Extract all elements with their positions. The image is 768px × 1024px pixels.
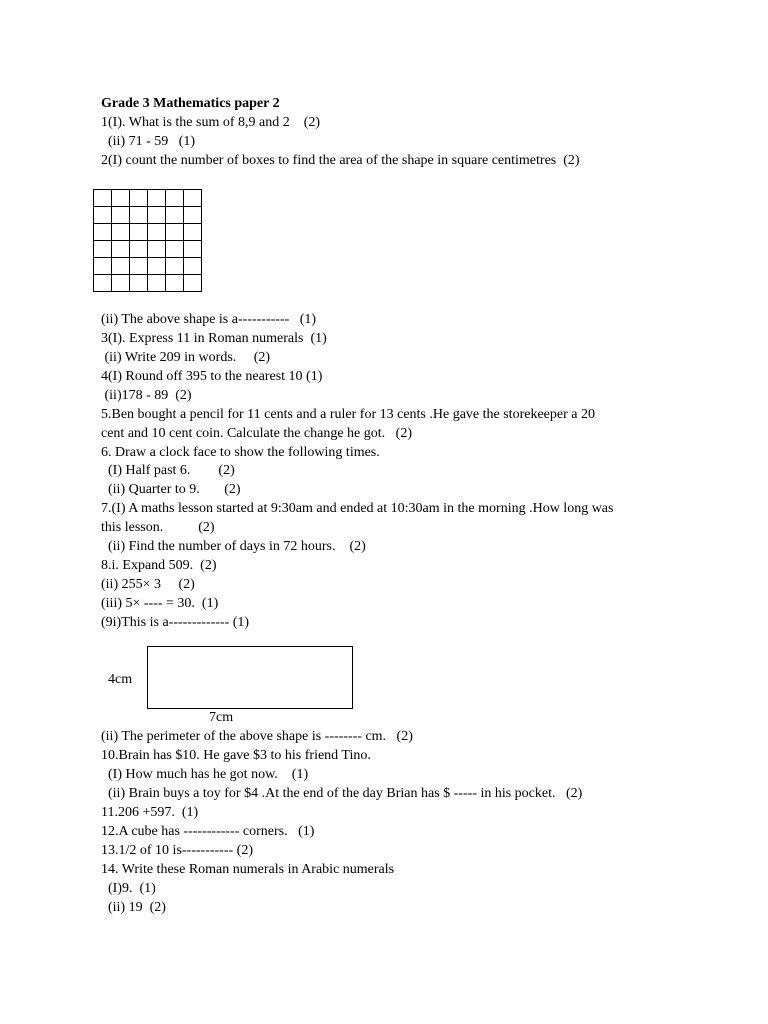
grid-cell <box>112 207 130 224</box>
grid-cell <box>130 207 148 224</box>
grid-cell <box>148 207 166 224</box>
grid-cell <box>130 258 148 275</box>
grid-cell <box>184 190 202 207</box>
grid-cell <box>112 258 130 275</box>
q9-part2: (ii) The perimeter of the above shape is -------- cm. (2) <box>101 729 413 744</box>
q3-part2: (ii) Write 209 in words. (2) <box>101 350 271 365</box>
q12: 12.A cube has ------------ corners. (1) <box>101 824 315 839</box>
grid-cell <box>94 190 112 207</box>
grid-cell <box>184 224 202 241</box>
q5-line2: cent and 10 cent coin. Calculate the change he got. (2) <box>101 426 412 441</box>
q14-part1: (I)9. (1) <box>101 881 156 896</box>
grid-cell <box>94 275 112 292</box>
grid-cell <box>148 224 166 241</box>
grid-cell <box>148 258 166 275</box>
q8-part3: (iii) 5× ---- = 30. (1) <box>101 596 219 611</box>
q13: 13.1/2 of 10 is----------- (2) <box>101 843 253 858</box>
q1-part1: 1(I). What is the sum of 8,9 and 2 (2) <box>101 115 321 130</box>
grid-cell <box>94 224 112 241</box>
q2-part1: 2(I) count the number of boxes to find the area of the shape in square centimetres (2) <box>101 153 580 168</box>
q3-part1: 3(I). Express 11 in Roman numerals (1) <box>101 331 327 346</box>
q6-intro: 6. Draw a clock face to show the following times. <box>101 445 380 460</box>
q14-part2: (ii) 19 (2) <box>101 900 166 915</box>
area-grid-shape <box>93 189 202 292</box>
rectangle-shape <box>147 646 353 709</box>
grid-cell <box>148 275 166 292</box>
grid-cell <box>166 275 184 292</box>
q4-part2: (ii)178 - 89 (2) <box>101 388 192 403</box>
grid-cell <box>184 275 202 292</box>
grid-cell <box>112 224 130 241</box>
q14-intro: 14. Write these Roman numerals in Arabic numerals <box>101 862 395 877</box>
grid-cell <box>94 258 112 275</box>
grid-cell <box>166 224 184 241</box>
q10-part2: (ii) Brain buys a toy for $4 .At the end of the day Brian has $ ----- in his pocket. (2) <box>101 786 583 801</box>
grid-cell <box>184 241 202 258</box>
q10-intro: 10.Brain has $10. He gave $3 to his friend Tino. <box>101 748 371 763</box>
q4-part1: 4(I) Round off 395 to the nearest 10 (1) <box>101 369 323 384</box>
rectangle-width-label: 7cm <box>209 710 234 725</box>
grid-cell <box>94 241 112 258</box>
q8-part1: 8.i. Expand 509. (2) <box>101 558 217 573</box>
q2-part2: (ii) The above shape is a----------- (1) <box>101 312 317 327</box>
q6-part2: (ii) Quarter to 9. (2) <box>101 482 241 497</box>
grid-cell <box>130 275 148 292</box>
q7-line2: this lesson. (2) <box>101 520 215 535</box>
grid-cell <box>130 190 148 207</box>
grid-cell <box>148 190 166 207</box>
grid-cell <box>184 207 202 224</box>
grid-cell <box>94 207 112 224</box>
q5-line1: 5.Ben bought a pencil for 11 cents and a ruler for 13 cents .He gave the storekeeper a 20 <box>101 407 595 422</box>
grid-cell <box>166 258 184 275</box>
grid-cell <box>112 275 130 292</box>
q9-part1: (9i)This is a------------- (1) <box>101 615 250 630</box>
q11: 11.206 +597. (1) <box>101 805 199 820</box>
q1-part2: (ii) 71 - 59 (1) <box>101 134 196 149</box>
grid-cell <box>130 241 148 258</box>
q7-line1: 7.(I) A maths lesson started at 9:30am and ended at 10:30am in the morning .How long was <box>101 501 614 516</box>
q7-part2: (ii) Find the number of days in 72 hours. (2) <box>101 539 366 554</box>
grid-cell <box>112 190 130 207</box>
paper-title: Grade 3 Mathematics paper 2 <box>101 96 280 111</box>
grid-cell <box>166 190 184 207</box>
grid-cell <box>184 258 202 275</box>
grid-cell <box>166 241 184 258</box>
grid-cell <box>112 241 130 258</box>
q10-part1: (I) How much has he got now. (1) <box>101 767 309 782</box>
q6-part1: (I) Half past 6. (2) <box>101 463 235 478</box>
rectangle-height-label: 4cm <box>108 672 133 687</box>
q8-part2: (ii) 255× 3 (2) <box>101 577 195 592</box>
grid-cell <box>166 207 184 224</box>
grid-cell <box>130 224 148 241</box>
grid-cell <box>148 241 166 258</box>
